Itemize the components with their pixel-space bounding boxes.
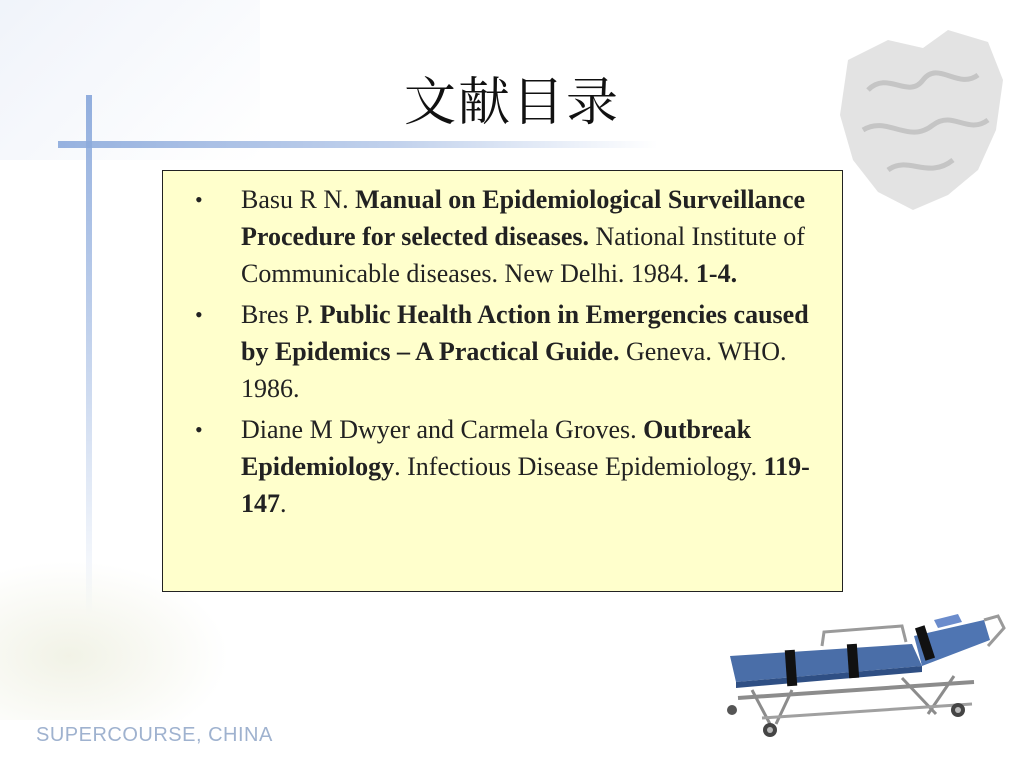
reference-title: Manual on Epidemiological Surveillance Procedure for selected diseases. [241, 185, 806, 251]
reference-item [163, 296, 824, 407]
decorative-horizontal-line [58, 141, 658, 148]
reference-publication: Geneva. WHO. 1986. [241, 337, 787, 403]
footer-text: SUPERCOURSE, CHINA [36, 724, 273, 746]
reference-item [163, 411, 824, 522]
reference-pages: 119-147 [241, 452, 810, 518]
reference-list [163, 171, 842, 522]
reference-tail: . [280, 489, 287, 518]
reference-title: Outbreak Epidemiology [241, 415, 752, 481]
reference-pages: 1-4. [695, 259, 738, 288]
reference-author: Bres P. [241, 300, 320, 329]
reference-item [163, 181, 824, 292]
slide-title: 文献目录 [403, 73, 620, 133]
decorative-vertical-line [86, 95, 92, 615]
reference-author: Basu R N. [241, 185, 356, 214]
reference-author: Diane M Dwyer and Carmela Groves. [241, 415, 644, 444]
reference-publication: National Institute of Communicable diseases. New Delhi. 1984. [241, 222, 805, 288]
ambulance-stretcher-icon [722, 606, 1012, 746]
reference-box [162, 170, 843, 592]
reference-title: Public Health Action in Emergencies caused by Epidemics – A Practical Guide. [241, 300, 809, 366]
reference-publication: . Infectious Disease Epidemiology. [394, 452, 764, 481]
